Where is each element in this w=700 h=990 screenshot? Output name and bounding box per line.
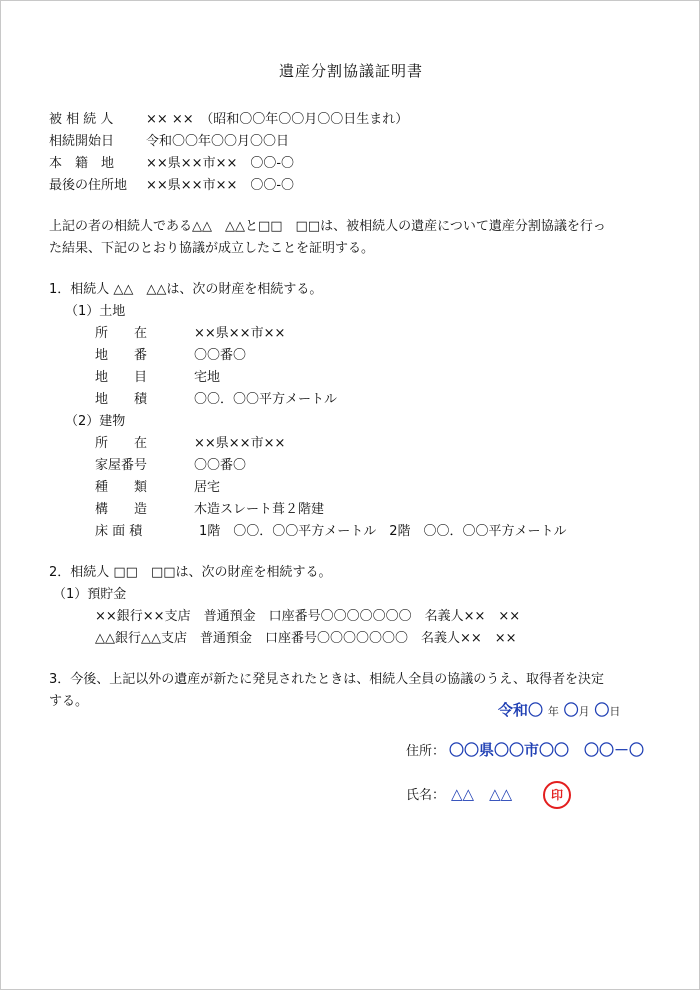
domicile-value: ××県××市×× 〇〇-〇 — [146, 156, 295, 171]
deposit-heading: （1）預貯金 — [53, 587, 127, 602]
name-value: △△ △△ — [451, 785, 513, 803]
intro-line-2: た結果、下記のとおり協議が成立したことを証明する。 — [49, 241, 375, 256]
building-heading: （2）建物 — [65, 414, 126, 429]
domicile-label: 本 籍 地 — [49, 156, 115, 171]
document-title: 遺産分割協議証明書 — [278, 62, 423, 80]
building-type-value: 居宅 — [194, 480, 221, 495]
last-address-value: ××県××市×× 〇〇-〇 — [146, 178, 295, 193]
land-number-value: 〇〇番〇 — [194, 348, 247, 363]
structure-value: 木造スレート葺２階建 — [194, 502, 325, 517]
intro-line-1: 上記の者の相続人である△△ △△と□□ □□は、被相続人の遺産について遺産分割協議を行っ — [49, 219, 606, 234]
land-category-label: 地 目 — [95, 370, 148, 385]
inheritance-start-value: 令和〇〇年〇〇月〇〇日 — [146, 134, 290, 149]
inheritance-start-label: 相続開始日 — [49, 134, 115, 149]
decedent-value: ×× ×× （昭和〇〇年〇〇月〇〇日生まれ） — [146, 112, 409, 127]
land-area-label: 地 積 — [95, 392, 148, 407]
house-number-value: 〇〇番〇 — [194, 458, 247, 473]
land-area-value: 〇〇．〇〇平方メートル — [194, 392, 338, 407]
floor-area-label: 床 面 積 — [95, 524, 143, 539]
section1-heading: 1．相続人 △△ △△は、次の財産を相続する。 — [49, 282, 323, 297]
date-line — [498, 701, 620, 721]
deposit-row: ××銀行××支店 普通預金 口座番号〇〇〇〇〇〇〇 名義人×× ×× — [95, 609, 521, 624]
building-location-value: ××県××市×× — [194, 436, 286, 451]
decedent-label: 被 相 続 人 — [49, 112, 114, 127]
date-year-unit: 年 — [547, 705, 559, 718]
address-value: 〇〇県〇〇市〇〇 〇〇－〇 — [449, 741, 645, 759]
date-day-unit: 日 — [609, 705, 621, 718]
personal-seal-icon: 印 — [543, 781, 571, 809]
date-month-unit: 月 — [578, 705, 590, 718]
date-month-value: 〇 — [563, 701, 579, 719]
land-location-value: ××県××市×× — [194, 326, 286, 341]
structure-label: 構 造 — [95, 502, 148, 517]
house-number-label: 家屋番号 — [95, 458, 148, 473]
floor-area-value: 1階 〇〇．〇〇平方メートル 2階 〇〇．〇〇平方メートル — [199, 524, 567, 539]
section3-line-1: 3．今後、上記以外の遺産が新たに発見されたときは、相続人全員の協議のうえ、取得者を決定 — [49, 672, 605, 687]
date-era: 令和 — [498, 701, 529, 719]
date-year-value: 〇 — [528, 701, 544, 719]
address-label: 住所： — [406, 744, 446, 759]
name-label: 氏名： — [406, 788, 446, 803]
section3-line-2: する。 — [49, 694, 89, 709]
land-category-value: 宅地 — [194, 370, 221, 385]
land-heading: （1）土地 — [65, 304, 126, 319]
land-number-label: 地 番 — [95, 348, 148, 363]
date-day-value: 〇 — [594, 701, 610, 719]
deposit-row: △△銀行△△支店 普通預金 口座番号〇〇〇〇〇〇〇 名義人×× ×× — [95, 631, 517, 646]
section2-heading: 2．相続人 □□ □□は、次の財産を相続する。 — [49, 565, 332, 580]
building-location-label: 所 在 — [95, 436, 148, 451]
land-location-label: 所 在 — [95, 326, 148, 341]
building-type-label: 種 類 — [95, 480, 148, 495]
last-address-label: 最後の住所地 — [49, 178, 128, 193]
